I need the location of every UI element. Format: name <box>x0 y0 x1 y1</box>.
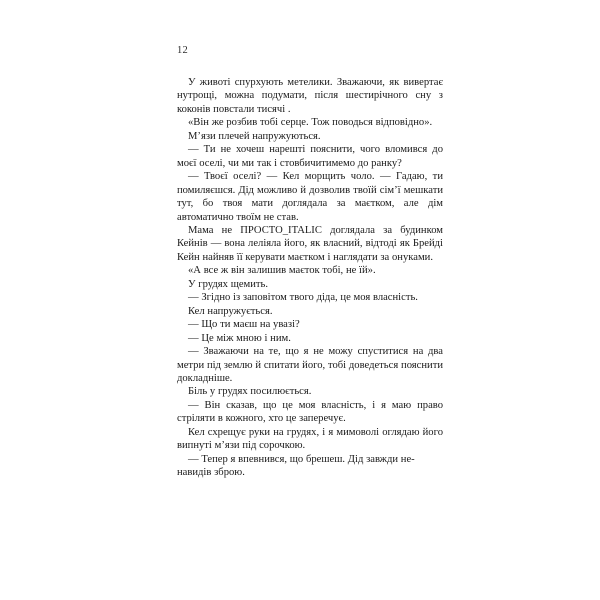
paragraph: Кел напружується. <box>188 305 273 317</box>
paragraph: — Згідно із заповітом твого діда, це моя власність. <box>188 292 418 304</box>
paragraph: — Що ти маєш на увазі? <box>188 319 300 331</box>
paragraph: У животі спурхують метелики. Зважаючи, як вивертає нутрощі, можна подумати, після шестирічного сну з коконів повстали тисячі . <box>177 77 443 115</box>
paragraph: — Він сказав, що це моя власність, і я маю право стріляти в кожного, хто це заперечує. <box>177 399 443 425</box>
paragraph: «А все ж він залишив маєток тобі, не їй». <box>188 265 376 277</box>
paragraph: — Твоєї оселі? — Кел морщить чоло. — Гадаю, ти помиляєшся. Дід можливо й дозволив твоїй сім’ї мешкати тут, бо твоя мати доглядала за маєтком, але дім автоматично твоїм не став. <box>177 171 443 223</box>
page-body-text <box>177 76 443 480</box>
paragraph: М’язи плечей напружуються. <box>188 130 321 142</box>
paragraph: — Зважаючи на те, що я не можу спуститися на два метри під землю й спитати його, тобі доведеться пояснити докладніше. <box>177 346 443 384</box>
paragraph: «Він же розбив тобі серце. Тож поводься відповідно». <box>188 117 433 129</box>
paragraph: Мама не ПРОСТО_ITALIC доглядала за будинком Кейнів — вона леліяла його, як власний, відтоді як Брейді Кейн найняв її керувати маєтком і наглядати за онуками. <box>177 224 443 263</box>
paragraph: Біль у грудях посилюється. <box>188 386 312 398</box>
paragraph: — Тепер я впевнився, що брешеш. Дід завжди ненавидів зброю. <box>177 453 415 479</box>
paragraph: Кел схрещує руки на грудях, і я мимоволі оглядаю його випнуті м’язи під сорочкою. <box>177 426 443 452</box>
page-number: 12 <box>177 45 188 56</box>
paragraph: — Ти не хочеш нарешті пояснити, чого вломився до моєї оселі, чи ми так і стовбичитимемо до ранку? <box>177 144 443 169</box>
paragraph: — Це між мною і ним. <box>188 332 291 344</box>
paragraph: У грудях щемить. <box>188 278 269 290</box>
